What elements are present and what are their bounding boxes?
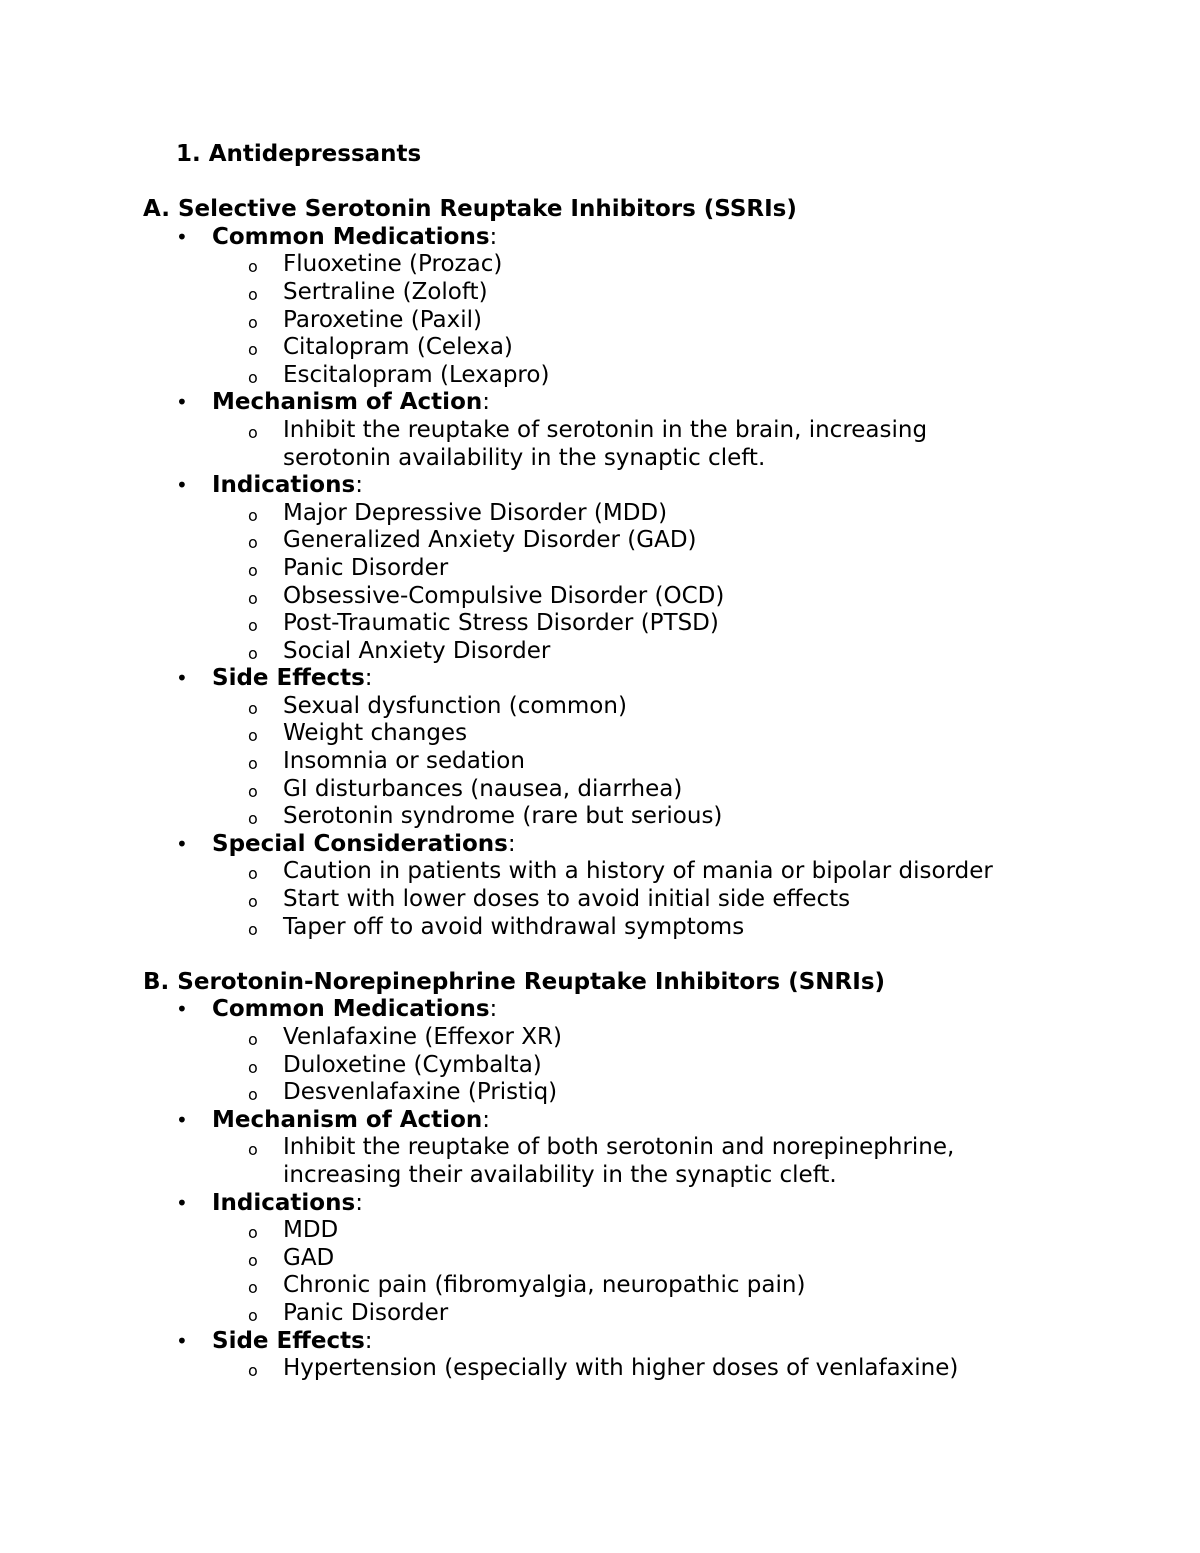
bullet-label: Special Considerations <box>212 830 508 857</box>
sub-item-text: Sexual dysfunction (common) <box>283 692 627 719</box>
sub-item <box>0 500 1200 528</box>
circle-bullet-icon: o <box>248 698 258 718</box>
circle-bullet-icon: o <box>248 754 258 774</box>
sub-item-text: Venlafaxine (Effexor XR) <box>283 1024 562 1050</box>
bullet-label: Common Medications <box>212 223 490 250</box>
circle-bullet-icon: o <box>248 1030 258 1049</box>
sub-item-text: Paroxetine (Paxil) <box>283 306 483 333</box>
circle-bullet-icon: o <box>248 588 258 608</box>
sub-item <box>0 1052 1200 1080</box>
sub-item-text: increasing their availability in the synaptic cleft. <box>283 1161 837 1188</box>
label-colon: : <box>507 830 516 857</box>
bullet-icon: • <box>176 1107 188 1132</box>
circle-bullet-icon: o <box>248 726 258 746</box>
bullet-label: Common Medications <box>212 996 490 1023</box>
sub-item <box>0 279 1200 307</box>
sub-item-text: Taper off to avoid withdrawal symptoms <box>283 913 745 940</box>
circle-bullet-icon: o <box>248 892 258 912</box>
circle-bullet-icon: o <box>248 1305 258 1325</box>
bullet-item <box>0 996 1200 1024</box>
circle-bullet-icon: o <box>248 367 258 387</box>
sub-item-continuation <box>0 1162 1200 1190</box>
bullet-label: Indications <box>212 1189 356 1216</box>
label-colon: : <box>355 472 363 499</box>
circle-bullet-icon: o <box>248 781 258 801</box>
label-colon: : <box>364 1327 373 1354</box>
sub-item <box>0 1245 1200 1273</box>
bullet-item <box>0 224 1200 252</box>
circle-bullet-icon: o <box>248 919 258 939</box>
sub-item <box>0 1217 1200 1245</box>
bullet-item <box>0 665 1200 693</box>
sub-item <box>0 307 1200 335</box>
sub-item-text: Desvenlafaxine (Pristiq) <box>283 1079 558 1106</box>
sub-item-text: Chronic pain (fibromyalgia, neuropathic pain) <box>283 1272 806 1299</box>
bullet-icon: • <box>176 997 188 1022</box>
sub-item <box>0 555 1200 583</box>
sub-item-text: Inhibit the reuptake of serotonin in the brain, increasing <box>283 416 928 443</box>
label-colon: : <box>355 1189 363 1216</box>
sub-item <box>0 1272 1200 1300</box>
sub-item-text: Sertraline (Zoloft) <box>283 278 488 305</box>
bullet-icon: • <box>176 1190 188 1215</box>
bullet-item <box>0 1328 1200 1356</box>
sub-item-text: Social Anxiety Disorder <box>283 637 551 664</box>
circle-bullet-icon: o <box>248 616 258 636</box>
sub-item-text: MDD <box>283 1217 339 1244</box>
sub-item <box>0 803 1200 831</box>
bullet-icon: • <box>176 666 188 691</box>
sub-item <box>0 417 1200 445</box>
sub-item <box>0 720 1200 748</box>
sub-item-continuation <box>0 445 1200 473</box>
circle-bullet-icon: o <box>248 505 258 525</box>
circle-bullet-icon: o <box>248 1057 258 1077</box>
circle-bullet-icon: o <box>248 340 258 360</box>
sub-item <box>0 527 1200 555</box>
section-title: A. Selective Serotonin Reuptake Inhibitors (SSRIs) <box>143 196 797 223</box>
sub-item-text: Hypertension (especially with higher doses of venlafaxine) <box>283 1355 959 1382</box>
bullet-item <box>0 389 1200 417</box>
circle-bullet-icon: o <box>248 312 258 332</box>
sub-item <box>0 748 1200 776</box>
sub-item <box>0 914 1200 942</box>
bullet-label: Mechanism of Action <box>212 389 483 416</box>
sub-item <box>0 1134 1200 1162</box>
circle-bullet-icon: o <box>248 1140 258 1160</box>
circle-bullet-icon: o <box>248 257 258 277</box>
sub-item-text: Caution in patients with a history of mania or bipolar disorder <box>283 858 993 885</box>
sub-item <box>0 1355 1200 1383</box>
bullet-label: Mechanism of Action <box>212 1106 483 1133</box>
label-colon: : <box>489 223 498 250</box>
label-colon: : <box>364 665 373 692</box>
page-title: 1. Antidepressants <box>176 141 422 167</box>
label-colon: : <box>482 389 490 416</box>
sub-item-text: Serotonin syndrome (rare but serious) <box>283 803 723 830</box>
sub-item-text: Insomnia or sedation <box>283 748 525 775</box>
sub-item <box>0 610 1200 638</box>
bullet-label: Indications <box>212 472 356 499</box>
sub-item-text: Panic Disorder <box>283 1299 449 1326</box>
sub-item-text: Inhibit the reuptake of both serotonin and norepinephrine, <box>283 1134 955 1161</box>
sub-item-text: Duloxetine (Cymbalta) <box>283 1051 542 1078</box>
bullet-item <box>0 1107 1200 1135</box>
sub-item <box>0 693 1200 721</box>
circle-bullet-icon: o <box>248 809 258 829</box>
sub-item-text: GI disturbances (nausea, diarrhea) <box>283 775 683 802</box>
sub-item <box>0 886 1200 914</box>
label-colon: : <box>482 1106 490 1133</box>
circle-bullet-icon: o <box>248 1223 258 1243</box>
circle-bullet-icon: o <box>248 643 258 663</box>
sub-item <box>0 251 1200 279</box>
sub-item <box>0 1024 1200 1052</box>
sub-item-text: Citalopram (Celexa) <box>283 334 513 361</box>
sub-item <box>0 858 1200 886</box>
circle-bullet-icon: o <box>248 1278 258 1298</box>
bullet-item <box>0 831 1200 859</box>
sub-item-text: Start with lower doses to avoid initial side effects <box>283 886 851 913</box>
bullet-icon: • <box>176 224 188 249</box>
spacer <box>0 169 1200 197</box>
spacer <box>0 941 1200 969</box>
sub-item <box>0 638 1200 666</box>
circle-bullet-icon: o <box>248 533 258 553</box>
sub-item-text: GAD <box>283 1244 335 1271</box>
sub-item-text: Post-Traumatic Stress Disorder (PTSD) <box>283 610 719 637</box>
label-colon: : <box>489 996 498 1023</box>
sub-item <box>0 776 1200 804</box>
bullet-item <box>0 1190 1200 1218</box>
sub-item-text: Major Depressive Disorder (MDD) <box>283 499 668 526</box>
circle-bullet-icon: o <box>248 560 258 580</box>
document-page <box>0 141 1200 1383</box>
sub-item-text: serotonin availability in the synaptic cleft. <box>283 444 766 471</box>
circle-bullet-icon: o <box>248 422 258 442</box>
circle-bullet-icon: o <box>248 1250 258 1270</box>
sub-item-text: Generalized Anxiety Disorder (GAD) <box>283 527 697 554</box>
bullet-icon: • <box>176 831 188 856</box>
bullet-icon: • <box>176 390 188 415</box>
bullet-label: Side Effects <box>212 1327 365 1354</box>
sub-item-text: Weight changes <box>283 720 468 747</box>
sections-container <box>0 196 1200 1383</box>
bullet-icon: • <box>176 473 188 498</box>
section-title: B. Serotonin-Norepinephrine Reuptake Inhibitors (SNRIs) <box>143 968 886 995</box>
sub-item <box>0 334 1200 362</box>
sub-item <box>0 583 1200 611</box>
bullet-item <box>0 472 1200 500</box>
sub-item-text: Panic Disorder <box>283 554 449 581</box>
sub-item-text: Obsessive-Compulsive Disorder (OCD) <box>283 582 725 609</box>
bullet-icon: • <box>176 1328 188 1353</box>
bullet-label: Side Effects <box>212 665 365 692</box>
circle-bullet-icon: o <box>248 1361 258 1381</box>
circle-bullet-icon: o <box>248 1085 258 1105</box>
sub-item <box>0 1079 1200 1107</box>
sub-item <box>0 1300 1200 1328</box>
sub-item-text: Fluoxetine (Prozac) <box>283 251 503 278</box>
circle-bullet-icon: o <box>248 864 258 884</box>
sub-item-text: Escitalopram (Lexapro) <box>283 361 550 388</box>
sub-item <box>0 362 1200 390</box>
circle-bullet-icon: o <box>248 284 258 304</box>
